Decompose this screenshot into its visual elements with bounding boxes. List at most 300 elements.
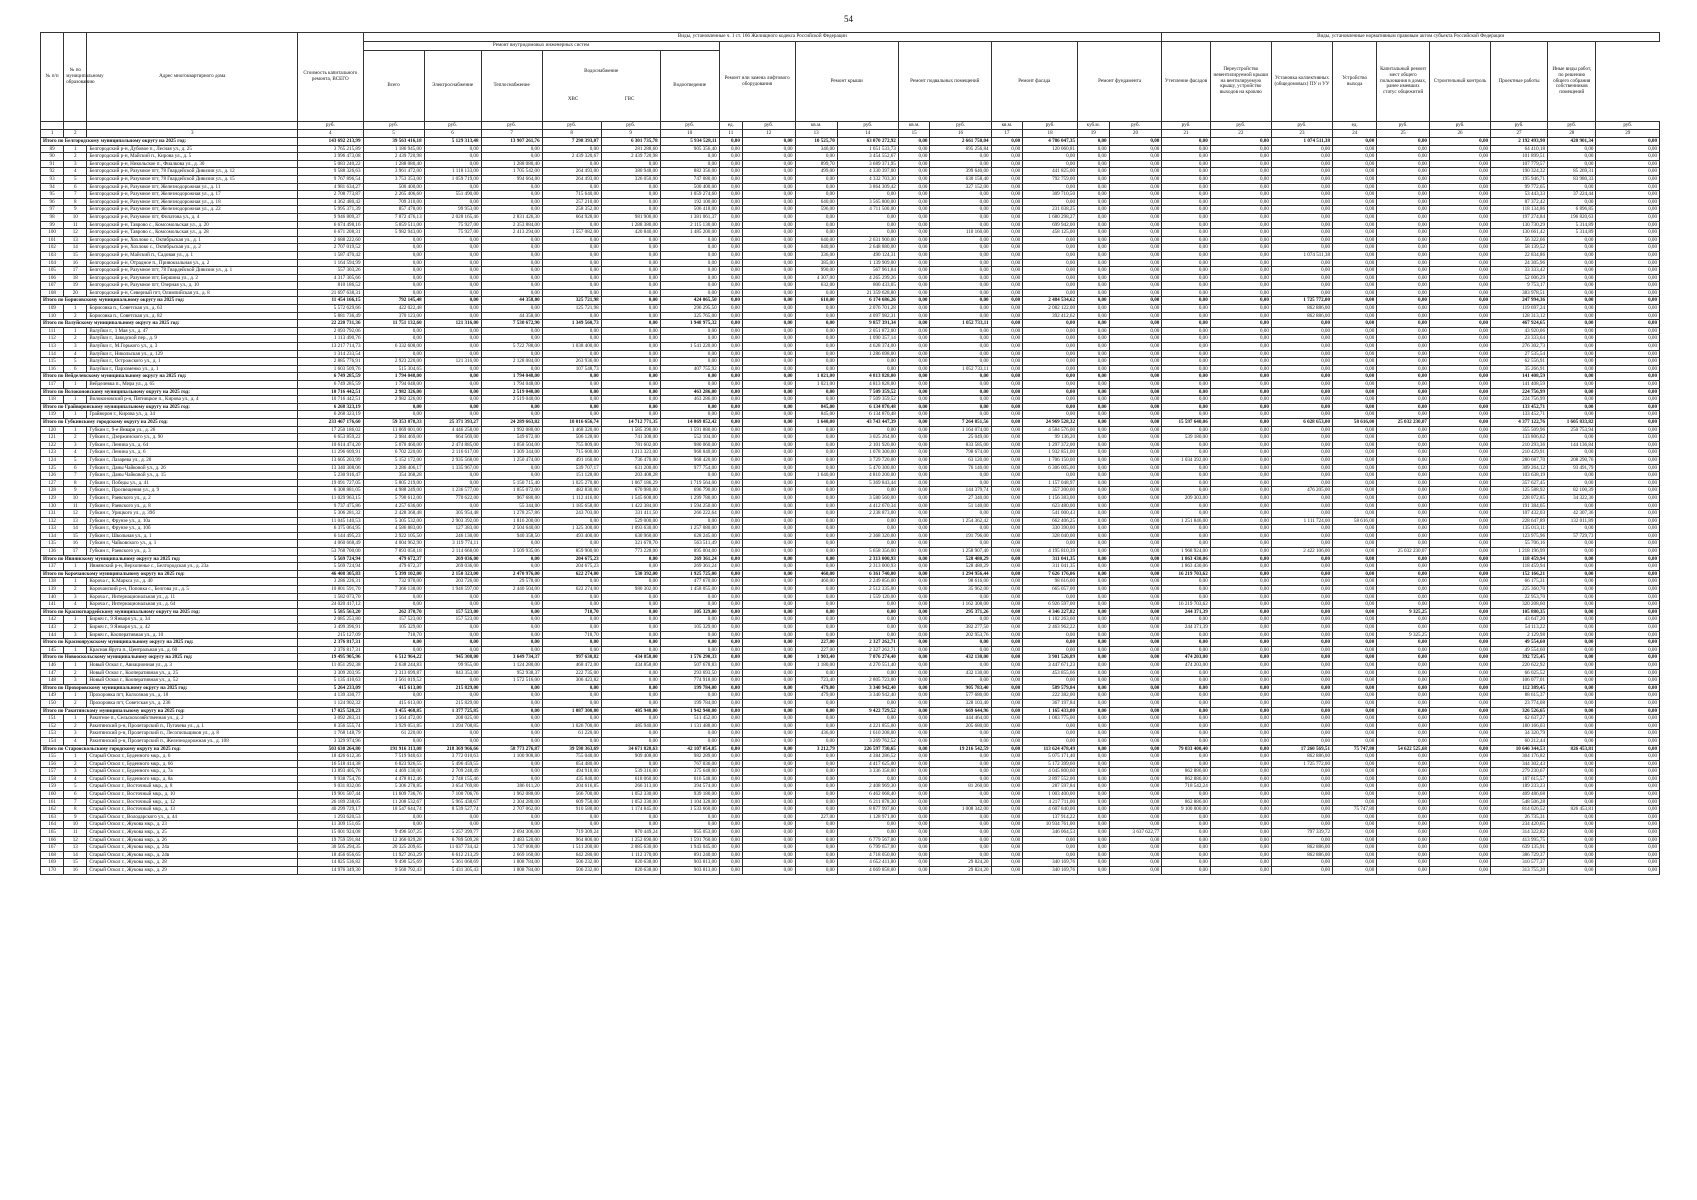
row-value-cell: 0,00 [898, 661, 930, 669]
total-value-cell: 622 274,00 [542, 570, 601, 578]
total-value-cell: 589 579,84 [1023, 684, 1078, 692]
row-municipal-number: 5 [64, 175, 87, 183]
row-value-cell: 0,00 [542, 813, 601, 821]
row-value-cell: 0,00 [1109, 441, 1162, 449]
column-number-cell: 13 [795, 130, 837, 138]
row-value-cell: 0,00 [1377, 768, 1430, 776]
total-value-cell: 0,00 [1023, 639, 1078, 647]
row-number: 103 [41, 251, 64, 259]
row-value-cell: 870 449,24 [601, 829, 660, 837]
row-value-cell: 0,00 [542, 160, 601, 168]
row-value-cell: 0,00 [1333, 859, 1377, 867]
row-value-cell: 0,00 [991, 578, 1023, 586]
row-value-cell: 0,00 [1596, 381, 1660, 389]
row-value-cell: 0,00 [930, 289, 991, 297]
row-value-cell: 0,00 [837, 229, 898, 237]
row-number: 128 [41, 487, 64, 495]
total-value-cell: 2 192 493,90 [1491, 138, 1548, 146]
row-value-cell: 105 329,00 [363, 624, 424, 632]
total-value-cell: 0,00 [719, 707, 742, 715]
column-number-cell: 27 [1491, 130, 1548, 138]
total-value-cell: 0,00 [1596, 745, 1660, 753]
row-value-cell: 0,00 [1596, 494, 1660, 502]
row-value-cell: 826 453,81 [1548, 806, 1596, 814]
row-value-cell: 0,00 [1596, 791, 1660, 799]
table-row [41, 305, 1660, 313]
row-value-cell: 3 689 371,95 [837, 160, 898, 168]
row-value-cell: 0,00 [1078, 175, 1110, 183]
total-value-cell: 434 858,00 [601, 654, 660, 662]
total-value-cell: 0,00 [1429, 570, 1490, 578]
row-value-cell: 0,00 [1377, 829, 1430, 837]
total-value-cell: 1 021,00 [795, 373, 837, 381]
row-value-cell: 0,00 [795, 456, 837, 464]
row-value-cell: 0,00 [1271, 191, 1332, 199]
row-value-cell: 5 790 612,00 [363, 494, 424, 502]
row-address: Ракитное п., Сельскохозяйственная ул., д. 2 [87, 715, 298, 723]
table-row [41, 312, 1660, 320]
row-value-cell: 0,00 [1023, 251, 1078, 259]
municipal-total-row [41, 388, 1660, 396]
row-municipal-number: 2 [64, 760, 87, 768]
row-value-cell: 0,00 [363, 274, 424, 282]
row-value-cell: 1 458 055,00 [660, 586, 719, 594]
row-value-cell: 0,00 [1210, 168, 1271, 176]
row-municipal-number: 1 [64, 578, 87, 586]
total-value-cell: 9 422 729,52 [837, 707, 898, 715]
row-value-cell: 0,00 [742, 646, 795, 654]
row-value-cell: 4 270 551,40 [837, 661, 898, 669]
row-value-cell: 0,00 [742, 517, 795, 525]
row-value-cell: 458 125,00 [1023, 229, 1078, 237]
row-number: 164 [41, 821, 64, 829]
row-value-cell: 0,00 [1333, 289, 1377, 297]
row-value-cell: 0,00 [601, 381, 660, 389]
row-value-cell: 709 310,00 [363, 198, 424, 206]
row-value-cell: 0,00 [481, 411, 542, 419]
row-value-cell: 2 694 306,00 [481, 829, 542, 837]
total-value-cell: 0,00 [742, 745, 795, 753]
row-value-cell: 3 864 309,42 [837, 183, 898, 191]
row-value-cell: 0,00 [424, 183, 481, 191]
row-value-cell: 0,00 [719, 715, 742, 723]
row-value-cell: 8 877 997,60 [837, 806, 898, 814]
row-number: 138 [41, 578, 64, 586]
row-value-cell: 4 317 305,66 [298, 274, 363, 282]
row-value-cell: 1 118 133,00 [424, 168, 481, 176]
table-row [41, 289, 1660, 297]
row-value-cell: 0,00 [1210, 327, 1271, 335]
row-value-cell: 118 134,86 [1491, 206, 1548, 214]
row-value-cell: 0,00 [1109, 434, 1162, 442]
row-value-cell: 0,00 [1548, 335, 1596, 343]
row-value-cell: 1 218 196,99 [1491, 548, 1548, 556]
total-value-cell: 0,00 [1271, 403, 1332, 411]
total-value-cell: 0,00 [991, 745, 1023, 753]
row-value-cell: 0,00 [837, 821, 898, 829]
row-value-cell: 296 295,50 [660, 305, 719, 313]
total-value-cell: 2 150 323,00 [424, 570, 481, 578]
row-value-cell: 336,00 [795, 251, 837, 259]
total-value-cell: 269 361,24 [660, 555, 719, 563]
row-value-cell: 0,00 [719, 737, 742, 745]
row-value-cell: 0,00 [601, 669, 660, 677]
row-value-cell: 0,00 [1548, 798, 1596, 806]
total-value-cell: 0,00 [742, 555, 795, 563]
row-value-cell: 4 307,00 [795, 274, 837, 282]
row-value-cell: 0,00 [1162, 365, 1210, 373]
row-value-cell: 0,00 [795, 312, 837, 320]
row-value-cell: 0,00 [424, 677, 481, 685]
row-value-cell: 0,00 [742, 692, 795, 700]
row-value-cell: 1 335 967,00 [424, 464, 481, 472]
row-municipal-number: 7 [64, 472, 87, 480]
row-value-cell: 0,00 [719, 365, 742, 373]
row-value-cell: 0,00 [898, 646, 930, 654]
row-value-cell: 0,00 [1429, 510, 1490, 518]
row-value-cell: 0,00 [930, 661, 991, 669]
row-value-cell: 952 938,37 [481, 669, 542, 677]
row-value-cell: 0,00 [991, 411, 1023, 419]
row-value-cell: 0,00 [1078, 851, 1110, 859]
row-municipal-number: 1 [64, 411, 87, 419]
row-value-cell: 0,00 [1210, 593, 1271, 601]
row-value-cell: 0,00 [991, 396, 1023, 404]
row-value-cell: 0,00 [1023, 836, 1078, 844]
row-value-cell: 0,00 [1271, 441, 1332, 449]
row-address: Валуйки г., Заводской пер., д. 9 [87, 335, 298, 343]
row-value-cell: 0,00 [795, 525, 837, 533]
total-value-cell: 0,00 [660, 373, 719, 381]
row-value-cell: 0,00 [1109, 350, 1162, 358]
row-value-cell: 5 172 399,60 [1023, 760, 1078, 768]
row-value-cell: 62 556,91 [1491, 358, 1548, 366]
row-value-cell: 0,00 [719, 586, 742, 594]
row-value-cell: 392 412,62 [1023, 312, 1078, 320]
row-value-cell: 1 008 342,00 [930, 806, 991, 814]
row-value-cell: 0,00 [1377, 510, 1430, 518]
total-value-cell: 7 509 359,52 [837, 388, 898, 396]
row-value-cell: 83 980,33 [1548, 175, 1596, 183]
row-value-cell: 327 152,00 [930, 183, 991, 191]
row-value-cell: 0,00 [1429, 494, 1490, 502]
row-value-cell: 0,00 [1333, 434, 1377, 442]
row-value-cell: 0,00 [1548, 381, 1596, 389]
total-value-cell: 0,00 [542, 639, 601, 647]
row-value-cell: 640,00 [795, 236, 837, 244]
row-value-cell: 460,00 [795, 578, 837, 586]
row-value-cell: 0,00 [991, 350, 1023, 358]
row-value-cell: 0,00 [930, 343, 991, 351]
row-value-cell: 0,00 [1429, 806, 1490, 814]
total-value-cell: 0,00 [1548, 684, 1596, 692]
row-value-cell: 21 359 628,80 [837, 289, 898, 297]
row-value-cell: 0,00 [660, 631, 719, 639]
row-value-cell: 596,00 [795, 206, 837, 214]
row-value-cell: 10 934 761,00 [1023, 821, 1078, 829]
table-row [41, 221, 1660, 229]
row-value-cell: 0,00 [1333, 183, 1377, 191]
total-value-cell: 0,00 [1548, 608, 1596, 616]
row-value-cell: 0,00 [1210, 282, 1271, 290]
row-value-cell: 0,00 [742, 586, 795, 594]
row-number: 124 [41, 456, 64, 464]
table-row [41, 251, 1660, 259]
row-value-cell: 331 411,50 [601, 510, 660, 518]
row-value-cell: 4 195 810,39 [1023, 548, 1078, 556]
row-value-cell: 0,00 [1078, 624, 1110, 632]
row-value-cell: 0,00 [1333, 487, 1377, 495]
table-row [41, 760, 1660, 768]
row-value-cell: 0,00 [719, 821, 742, 829]
row-value-cell: 14 825 536,82 [298, 859, 363, 867]
row-value-cell: 0,00 [1162, 259, 1210, 267]
row-value-cell: 0,00 [742, 760, 795, 768]
row-value-cell: 0,00 [742, 525, 795, 533]
total-value-cell: 0,00 [1548, 707, 1596, 715]
row-value-cell: 1 293 620,53 [298, 813, 363, 821]
row-value-cell: 228 647,89 [1491, 517, 1548, 525]
row-value-cell: 0,00 [795, 358, 837, 366]
row-value-cell: 0,00 [719, 661, 742, 669]
municipal-total-row [41, 403, 1660, 411]
row-value-cell: 977 754,00 [660, 464, 719, 472]
row-value-cell: 2 982 326,00 [363, 396, 424, 404]
row-value-cell: 0,00 [1429, 259, 1490, 267]
total-value-cell: 0,00 [542, 403, 601, 411]
row-value-cell: 7 509 359,52 [837, 396, 898, 404]
row-value-cell: 0,00 [930, 616, 991, 624]
table-row [41, 434, 1660, 442]
total-value-cell: 0,00 [1210, 684, 1271, 692]
row-value-cell: 6 308 881,05 [298, 487, 363, 495]
row-value-cell: 1 157 048,97 [1023, 479, 1078, 487]
row-value-cell: 1 309 344,00 [481, 449, 542, 457]
row-value-cell: 0,00 [1596, 829, 1660, 837]
row-value-cell: 24 305,96 [1491, 259, 1548, 267]
row-value-cell: 0,00 [930, 274, 991, 282]
col-header-address: Адрес многоквартирного дома [87, 33, 298, 122]
row-value-cell: 0,00 [795, 563, 837, 571]
row-number: 127 [41, 479, 64, 487]
row-value-cell: 0,00 [991, 624, 1023, 632]
row-value-cell: 0,00 [1548, 548, 1596, 556]
total-value-cell: 1 576 290,33 [660, 654, 719, 662]
row-value-cell: 0,00 [719, 221, 742, 229]
row-value-cell: 0,00 [930, 411, 991, 419]
row-value-cell: 0,00 [660, 251, 719, 259]
municipal-total-row [41, 138, 1660, 146]
row-value-cell: 482 830,00 [542, 487, 601, 495]
row-value-cell: 210 293,36 [1491, 441, 1548, 449]
row-value-cell: 0,00 [742, 312, 795, 320]
row-value-cell: 0,00 [1429, 836, 1490, 844]
row-value-cell: 0,00 [795, 601, 837, 609]
total-value-cell: 0,00 [898, 707, 930, 715]
row-value-cell: 0,00 [481, 289, 542, 297]
row-value-cell: 0,00 [930, 236, 991, 244]
row-value-cell: 0,00 [1271, 221, 1332, 229]
row-value-cell: 1 855 072,00 [481, 487, 542, 495]
row-value-cell: 0,00 [542, 411, 601, 419]
row-value-cell: 0,00 [898, 456, 930, 464]
row-value-cell: 0,00 [742, 183, 795, 191]
total-value-cell: 0,00 [795, 608, 837, 616]
row-value-cell: 0,00 [795, 791, 837, 799]
total-value-cell: 6 174 686,26 [837, 297, 898, 305]
row-value-cell: 0,00 [1078, 692, 1110, 700]
row-value-cell: 665 057,00 [1023, 586, 1078, 594]
row-value-cell: 4 652 411,80 [837, 859, 898, 867]
row-value-cell: 0,00 [837, 525, 898, 533]
row-value-cell: 3 447 671,23 [1023, 661, 1078, 669]
total-value-cell: 0,00 [1429, 418, 1490, 426]
total-value-cell: 0,00 [1109, 654, 1162, 662]
total-value-cell: 0,00 [719, 654, 742, 662]
total-value-cell: 0,00 [1162, 403, 1210, 411]
row-value-cell: 0,00 [1377, 198, 1430, 206]
row-value-cell: 0,00 [991, 441, 1023, 449]
row-value-cell: 52 006,29 [1491, 274, 1548, 282]
row-value-cell: 0,00 [1333, 358, 1377, 366]
row-value-cell: 0,00 [481, 282, 542, 290]
row-value-cell: 0,00 [481, 274, 542, 282]
row-value-cell: 1 719 564,00 [660, 479, 719, 487]
row-value-cell: 3 565 800,00 [837, 198, 898, 206]
total-value-cell: 0,00 [1109, 138, 1162, 146]
row-value-cell: 0,00 [898, 244, 930, 252]
row-value-cell: 0,00 [1377, 350, 1430, 358]
row-value-cell: 0,00 [1162, 631, 1210, 639]
row-municipal-number: 16 [64, 867, 87, 875]
row-value-cell: 541 000,43 [1023, 510, 1078, 518]
row-number: 134 [41, 532, 64, 540]
row-value-cell: 340 169,76 [1023, 867, 1078, 875]
row-value-cell: 0,00 [1271, 175, 1332, 183]
row-value-cell: 0,00 [930, 198, 991, 206]
row-value-cell: 0,00 [1162, 813, 1210, 821]
row-value-cell: 0,00 [837, 616, 898, 624]
row-value-cell: 75 747,80 [1333, 806, 1377, 814]
row-value-cell: 16 219 703,62 [1162, 601, 1210, 609]
unit-cell: руб. [660, 122, 719, 130]
row-value-cell: 715 640,00 [542, 191, 601, 199]
row-value-cell: 0,00 [898, 441, 930, 449]
row-value-cell: 0,00 [1596, 259, 1660, 267]
row-value-cell: 23 774,08 [1491, 699, 1548, 707]
row-value-cell: 1 591 880,00 [660, 426, 719, 434]
row-value-cell: 0,00 [1271, 813, 1332, 821]
row-value-cell: 0,00 [1162, 183, 1210, 191]
total-value-cell: 0,00 [742, 388, 795, 396]
row-value-cell: 0,00 [542, 289, 601, 297]
table-row [41, 472, 1660, 480]
row-value-cell: 1 052 330,00 [601, 791, 660, 799]
row-value-cell: 0,00 [424, 160, 481, 168]
row-value-cell: 0,00 [742, 715, 795, 723]
row-value-cell: 0,00 [991, 532, 1023, 540]
row-value-cell: 0,00 [424, 365, 481, 373]
total-value-cell: 792 145,48 [363, 297, 424, 305]
row-value-cell: 0,00 [898, 365, 930, 373]
total-value-cell: 0,00 [1333, 388, 1377, 396]
row-value-cell: 4 362 480,42 [298, 198, 363, 206]
row-value-cell: 0,00 [719, 282, 742, 290]
total-value-cell: 1 052 733,11 [930, 320, 991, 328]
row-value-cell: 0,00 [1377, 722, 1430, 730]
row-value-cell: 5 150 715,40 [481, 479, 542, 487]
row-value-cell: 2 707 062,00 [481, 806, 542, 814]
row-value-cell: 0,00 [1429, 753, 1490, 761]
total-value-cell: 14 869 852,42 [660, 418, 719, 426]
row-value-cell: 3 092 283,31 [298, 715, 363, 723]
row-value-cell: 0,00 [930, 775, 991, 783]
row-value-cell: 0,00 [1162, 593, 1210, 601]
row-value-cell: 0,00 [719, 145, 742, 153]
table-row [41, 586, 1660, 594]
table-row [41, 715, 1660, 723]
column-number-cell: 19 [1078, 130, 1110, 138]
row-value-cell: 0,00 [1596, 851, 1660, 859]
row-value-cell: 12 366 029,28 [363, 836, 424, 844]
total-value-cell: 6 361 740,00 [837, 570, 898, 578]
total-value-cell: 0,00 [719, 555, 742, 563]
row-value-cell: 0,00 [898, 327, 930, 335]
row-address: Старый Оскол г., Жукова мкр., д. 24а [87, 844, 298, 852]
row-value-cell: 0,00 [1271, 434, 1332, 442]
row-value-cell: 0,00 [742, 160, 795, 168]
total-value-cell: 0,00 [1271, 320, 1332, 328]
total-value-cell: 3 901 526,89 [1023, 654, 1078, 662]
row-value-cell: 0,00 [1109, 175, 1162, 183]
row-value-cell: 0,00 [742, 198, 795, 206]
row-value-cell: 642 280,00 [542, 851, 601, 859]
total-value-cell: 226 597 730,65 [837, 745, 898, 753]
row-value-cell: 0,00 [1109, 327, 1162, 335]
row-value-cell: 0,00 [1333, 153, 1377, 161]
total-value-cell: 503 630 264,80 [298, 745, 363, 753]
row-value-cell: 0,00 [1548, 358, 1596, 366]
row-value-cell: 0,00 [1548, 343, 1596, 351]
row-value-cell: 0,00 [1548, 160, 1596, 168]
row-value-cell: 1 587 470,42 [298, 251, 363, 259]
row-value-cell: 0,00 [795, 494, 837, 502]
row-value-cell: 0,00 [1333, 661, 1377, 669]
row-value-cell: 244 371,39 [1162, 624, 1210, 632]
row-value-cell: 0,00 [898, 867, 930, 875]
row-value-cell: 5 982 943,00 [363, 229, 424, 237]
row-value-cell: 6 926 597,00 [1023, 601, 1078, 609]
row-value-cell: 1 314 233,54 [298, 350, 363, 358]
row-value-cell: 0,00 [601, 244, 660, 252]
table-row [41, 836, 1660, 844]
row-value-cell: 2 439 720,98 [363, 153, 424, 161]
total-value-cell: 0,00 [1023, 320, 1078, 328]
row-value-cell: 2 512 335,00 [837, 586, 898, 594]
row-value-cell: 33 333,42 [1491, 267, 1548, 275]
total-value-cell: 11 751 132,60 [363, 320, 424, 328]
row-value-cell: 0,00 [1548, 434, 1596, 442]
row-value-cell: 0,00 [1548, 251, 1596, 259]
row-municipal-number: 1 [64, 145, 87, 153]
row-value-cell: 0,00 [424, 350, 481, 358]
row-value-cell: 57 729,73 [1548, 532, 1596, 540]
row-value-cell: 0,00 [481, 472, 542, 480]
total-value-cell: 0,00 [1377, 684, 1430, 692]
row-value-cell: 0,00 [601, 631, 660, 639]
row-value-cell: 0,00 [660, 327, 719, 335]
row-address: Губкин г., Раевского ул., д. 2 [87, 494, 298, 502]
